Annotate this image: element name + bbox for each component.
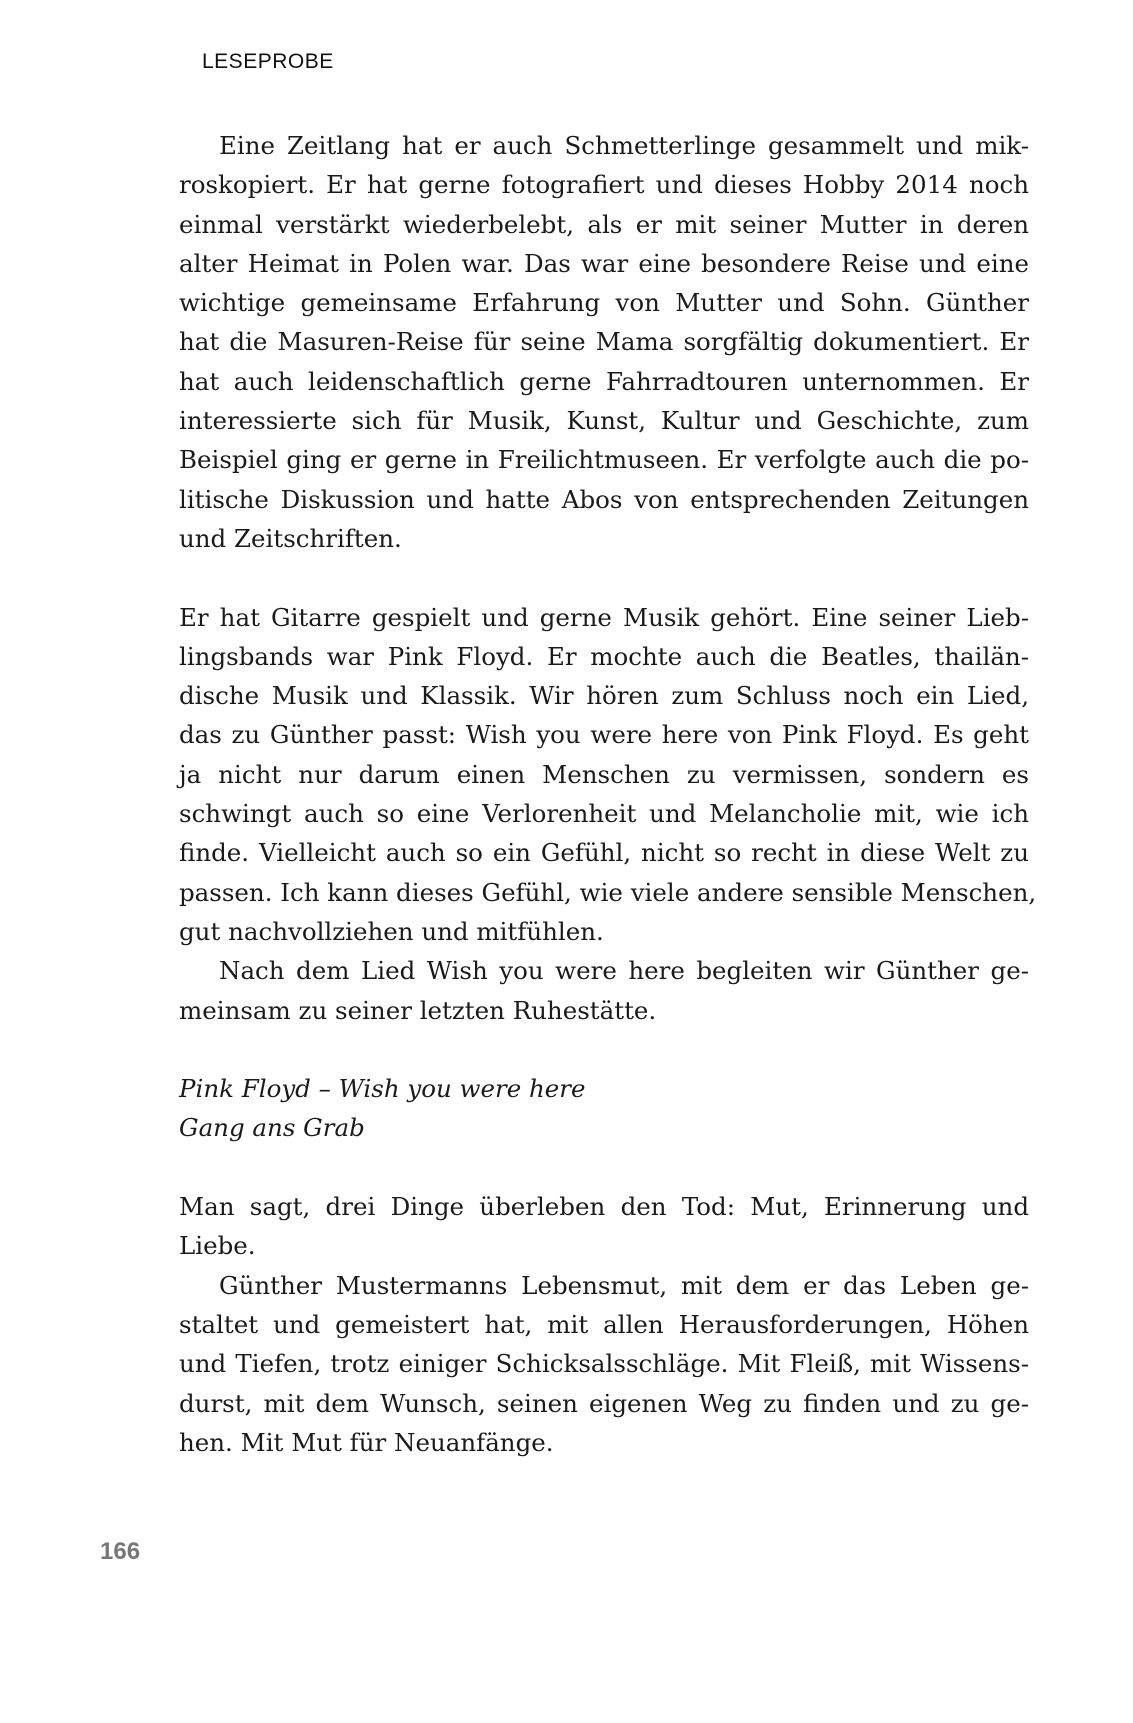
- text-line: einmal verstärkt wiederbelebt, als er mit seiner Mutter in deren: [179, 209, 1029, 239]
- text-line: Er hat Gitarre gespielt und gerne Musik gehört. Eine seiner Lieb-: [179, 602, 1029, 632]
- paragraph-three-things: [179, 1187, 1029, 1266]
- text-line: Beispiel ging er gerne in Freilichtmuseen. Er verfolgte auch die po-: [179, 445, 1029, 475]
- text-line: alter Heimat in Polen war. Das war eine besondere Reise und eine: [179, 248, 1029, 278]
- paragraph-courage: [179, 1266, 1029, 1462]
- text-line: Man sagt, drei Dinge überleben den Tod: Mut, Erinnerung und: [179, 1192, 1029, 1222]
- text-line: Günther Mustermanns Lebensmut, mit dem er das Leben ge-: [219, 1270, 1029, 1300]
- text-line: ja nicht nur darum einen Menschen zu vermissen, sondern es: [179, 759, 1029, 789]
- text-line: dische Musik und Klassik. Wir hören zum Schluss noch ein Lied,: [179, 681, 1029, 711]
- text-line: hen. Mit Mut für Neuanfänge.: [179, 1427, 554, 1457]
- text-line: schwingt auch so eine Verlorenheit und Melancholie mit, wie ich: [179, 799, 1029, 829]
- body-text: [179, 126, 1037, 1462]
- text-line: und Tiefen, trotz einiger Schicksalsschläge. Mit Fleiß, mit Wissens-: [179, 1349, 1029, 1379]
- text-line: interessierte sich für Musik, Kunst, Kultur und Geschichte, zum: [179, 406, 1029, 436]
- text-line: Eine Zeitlang hat er auch Schmetterlinge gesammelt und mik-: [219, 131, 1029, 160]
- text-line: Liebe.: [179, 1231, 256, 1261]
- paragraph-music: [179, 598, 1037, 952]
- text-line: durst, mit dem Wunsch, seinen eigenen Weg zu finden und zu ge-: [179, 1388, 1029, 1418]
- music-note-line: Pink Floyd – Wish you were here: [179, 1074, 586, 1104]
- text-line: meinsam zu seiner letzten Ruhestätte.: [179, 995, 657, 1025]
- text-line: passen. Ich kann dieses Gefühl, wie viele andere sensible Menschen,: [179, 877, 1037, 907]
- text-line: wichtige gemeinsame Erfahrung von Mutter und Sohn. Günther: [179, 288, 1029, 318]
- paragraph-gap: [179, 1148, 1029, 1187]
- header-label: LESEPROBE: [202, 50, 334, 73]
- text-line: und Zeitschriften.: [179, 523, 402, 553]
- text-line: Nach dem Lied Wish you were here begleiten wir Günther ge-: [219, 956, 1029, 986]
- page-number: 166: [100, 1538, 141, 1565]
- music-note-line: Gang ans Grab: [179, 1113, 365, 1143]
- text-line: hat die Masuren-Reise für seine Mama sorgfältig dokumentiert. Er: [179, 327, 1029, 357]
- text-line: hat auch leidenschaftlich gerne Fahrradtouren unternommen. Er: [179, 366, 1029, 396]
- text-line: roskopiert. Er hat gerne fotografiert und dieses Hobby 2014 noch: [179, 170, 1029, 200]
- text-line: gut nachvollziehen und mitfühlen.: [179, 916, 604, 946]
- paragraph-gap: [179, 1030, 1029, 1069]
- paragraph-gap: [179, 558, 1029, 597]
- text-line: finde. Vielleicht auch so ein Gefühl, nicht so recht in diese Welt zu: [179, 838, 1029, 868]
- text-line: staltet und gemeistert hat, mit allen Herausforderungen, Höhen: [179, 1309, 1029, 1339]
- text-line: lingsbands war Pink Floyd. Er mochte auch die Beatles, thailän-: [179, 641, 1029, 671]
- text-line: litische Diskussion und hatte Abos von entsprechenden Zeitungen: [179, 484, 1029, 514]
- paragraph-hobbies: [179, 126, 1029, 558]
- text-line: das zu Günther passt: Wish you were here von Pink Floyd. Es geht: [179, 720, 1029, 750]
- paragraph-farewell: [179, 951, 1029, 1030]
